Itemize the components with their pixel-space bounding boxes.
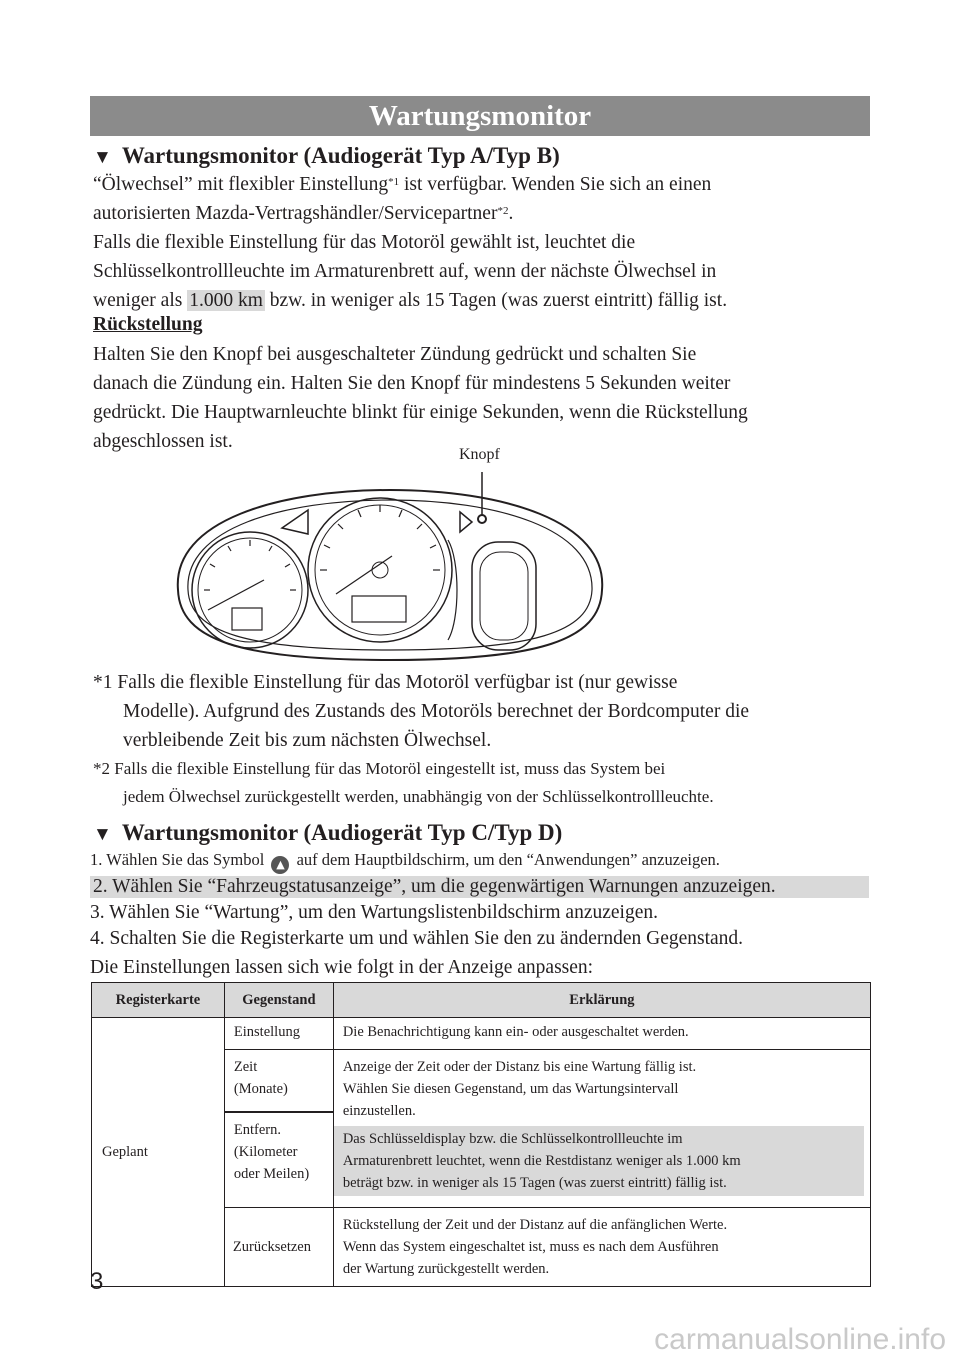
highlighted-distance: 1.000 km xyxy=(189,290,263,311)
item-line: Zeit xyxy=(233,1059,258,1075)
explanation-line: Armaturenbrett leuchtet, wenn die Restdistanz weniger als 1.000 km xyxy=(342,1153,741,1169)
paragraph-line: Falls die flexible Einstellung für das Motoröl gewählt ist, leuchtet die xyxy=(93,232,636,253)
step-3: 3. Wählen Sie “Wartung”, um den Wartungslistenbildschirm anzuzeigen. xyxy=(90,902,658,923)
shaded-note xyxy=(334,1126,864,1196)
footnote-1 xyxy=(93,668,873,755)
step-text: auf dem Hauptbildschirm, um den “Anwendungen” anzuzeigen. xyxy=(296,850,720,869)
explanation-line: Wenn das System eingeschaltet ist, muss es nach dem Ausführen xyxy=(342,1239,719,1255)
footnote-ref-2: *2 xyxy=(497,205,509,217)
table-header-row xyxy=(92,983,871,1018)
footnote-line: *1 Falls die flexible Einstellung für das Motoröl verfügbar ist (nur gewisse xyxy=(93,672,678,693)
item-line: oder Meilen) xyxy=(233,1166,310,1182)
explanation-text: Die Benachrichtigung kann ein- oder ausgeschaltet werden. xyxy=(342,1024,689,1040)
item-label: Zurücksetzen xyxy=(232,1238,311,1255)
footnote-line: verbleibende Zeit bis zum nächsten Ölwechsel. xyxy=(123,730,492,751)
section-heading-type-ab xyxy=(93,143,560,169)
instrument-cluster-illustration xyxy=(160,460,620,670)
table-header: Registerkarte xyxy=(92,983,225,1018)
table-cell-tab xyxy=(92,1018,225,1287)
section-heading-text: Wartungsmonitor (Audiogerät Typ C/Typ D) xyxy=(121,820,563,845)
table-header: Gegenstand xyxy=(224,983,333,1018)
reset-subheading: Rückstellung xyxy=(93,314,203,335)
explanation-text xyxy=(334,1208,870,1286)
reset-paragraph xyxy=(93,340,873,456)
table-row xyxy=(92,1018,871,1050)
page-title: Wartungsmonitor xyxy=(90,96,870,136)
item-line: (Monate) xyxy=(233,1081,288,1097)
triangle-down-icon: ▼ xyxy=(93,824,112,845)
item-line: Entfern. xyxy=(233,1122,281,1138)
table-intro: Die Einstellungen lassen sich wie folgt in der Anzeige anpassen: xyxy=(90,957,594,978)
item-line: (Kilometer xyxy=(233,1144,298,1160)
section-heading-text: Wartungsmonitor (Audiogerät Typ A/Typ B) xyxy=(121,143,560,168)
section-heading-type-cd xyxy=(93,820,562,846)
paragraph-text: weniger als xyxy=(93,290,188,311)
applications-icon: ▲ xyxy=(271,856,289,874)
step-2: 2. Wählen Sie “Fahrzeugstatusanzeige”, um die gegenwärtigen Warnungen anzuzeigen. xyxy=(90,876,869,898)
footnote-line: *2 Falls die flexible Einstellung für das Motoröl eingestellt ist, muss das System bei xyxy=(93,759,666,778)
paragraph-text: bzw. in weniger als 15 Tagen (was zuerst eintritt) fällig ist. xyxy=(264,290,728,311)
explanation-line: der Wartung zurückgestellt werden. xyxy=(342,1261,550,1277)
table-header: Erklärung xyxy=(333,983,870,1018)
intro-text: . xyxy=(508,203,514,224)
footnote-ref-1: *1 xyxy=(388,176,400,188)
explanation-line: beträgt bzw. in weniger als 15 Tagen (was zuerst eintritt) fällig ist. xyxy=(342,1175,727,1191)
intro-text: “Ölwechsel” mit flexibler Einstellung xyxy=(93,174,389,195)
paragraph-line: danach die Zündung ein. Halten Sie den Knopf für mindestens 5 Sekunden weiter xyxy=(93,373,731,394)
footnote-2 xyxy=(93,755,873,811)
explanation-line: einzustellen. xyxy=(342,1103,416,1119)
paragraph-line: gedrückt. Die Hauptwarnleuchte blinkt für einige Sekunden, wenn die Rückstellung xyxy=(93,402,748,423)
intro-paragraph xyxy=(93,170,873,315)
intro-text: autorisierten Mazda-Vertragshändler/Servicepartner xyxy=(93,203,498,224)
item-label xyxy=(225,1112,333,1191)
table-cell-item xyxy=(224,1112,333,1208)
footnote-line: Modelle). Aufgrund des Zustands des Motoröls berechnet der Bordcomputer die xyxy=(123,701,750,722)
multi-info-display xyxy=(472,542,536,650)
reset-button-marker xyxy=(478,515,486,523)
explanation-line: Das Schlüsseldisplay bzw. die Schlüsselkontrollleuchte im xyxy=(342,1131,683,1147)
tab-label: Geplant xyxy=(102,1143,148,1160)
item-label xyxy=(225,1050,333,1106)
step-text: 1. Wählen Sie das Symbol xyxy=(90,850,265,869)
explanation-line: Anzeige der Zeit oder der Distanz bis eine Wartung fällig ist. xyxy=(342,1059,697,1075)
figure-label-knopf: Knopf xyxy=(459,446,500,463)
watermark: carmanualsonline.info xyxy=(654,1323,946,1356)
table-cell-explanation xyxy=(333,1018,870,1050)
page-number: 3 xyxy=(90,1268,104,1295)
explanation-line: Wählen Sie diesen Gegenstand, um das Wartungsintervall xyxy=(342,1081,679,1097)
intro-text: ist verfügbar. Wenden Sie sich an einen xyxy=(399,174,712,195)
footnote-line: jedem Ölwechsel zurückgestellt werden, unabhängig von der Schlüsselkontrollleuchte. xyxy=(123,787,714,806)
step-1 xyxy=(90,850,720,874)
explanation-text xyxy=(334,1050,870,1126)
paragraph-line: abgeschlossen ist. xyxy=(93,431,233,452)
table-cell-item xyxy=(224,1208,333,1287)
settings-table xyxy=(91,982,871,1287)
explanation-line: Rückstellung der Zeit und der Distanz auf die anfänglichen Werte. xyxy=(342,1217,728,1233)
triangle-down-icon: ▼ xyxy=(93,147,112,168)
table-cell-explanation xyxy=(333,1050,870,1208)
step-4: 4. Schalten Sie die Registerkarte um und wählen Sie den zu ändernden Gegenstand. xyxy=(90,928,744,949)
paragraph-line: Schlüsselkontrollleuchte im Armaturenbrett auf, wenn der nächste Ölwechsel in xyxy=(93,261,717,282)
table-cell-explanation xyxy=(333,1208,870,1287)
item-label: Einstellung xyxy=(233,1024,300,1040)
table-cell-item xyxy=(224,1018,333,1050)
paragraph-line: Halten Sie den Knopf bei ausgeschalteter Zündung gedrückt und schalten Sie xyxy=(93,344,697,365)
table-cell-item xyxy=(224,1050,333,1112)
speedometer-gauge xyxy=(308,498,452,642)
